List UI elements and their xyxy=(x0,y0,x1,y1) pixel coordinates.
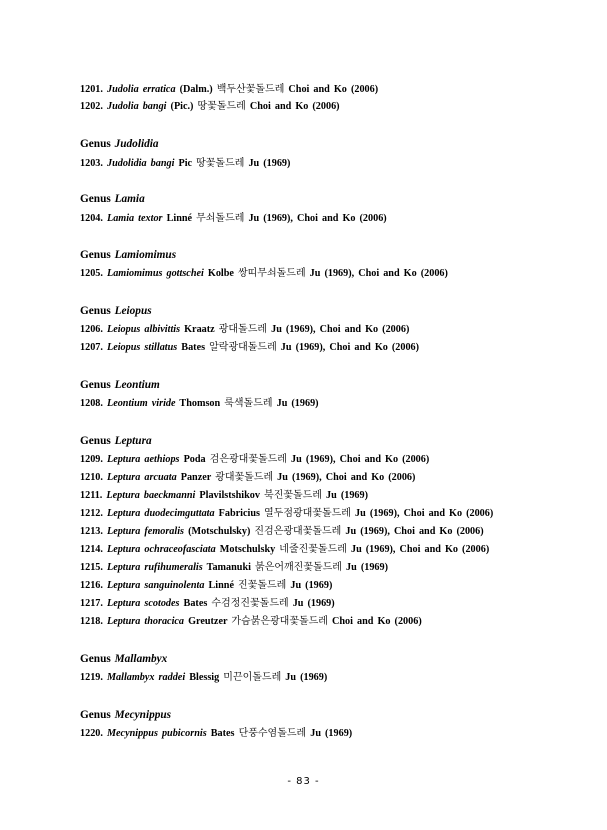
species-entry: 1213. Leptura femoralis (Motschulsky) 진검은광대꽃돌드레 Ju (1969), Choi and Ko (2006) xyxy=(80,526,484,537)
species-entry: 1207. Leiopus stillatus Bates 알락광대돌드레 Ju (1969), Choi and Ko (2006) xyxy=(80,342,420,353)
genus-heading: Genus Leontium xyxy=(80,379,160,391)
species-entry: 1204. Lamia textor Linné 무쇠돌드레 Ju (1969), Choi and Ko (2006) xyxy=(80,213,387,224)
species-entry: 1203. Judolidia bangi Pic 땅꽃돌드레 Ju (1969) xyxy=(80,158,291,169)
species-entry: 1202. Judolia bangi (Pic.) 땅꽃돌드레 Choi and Ko (2006) xyxy=(80,101,340,112)
genus-heading: Genus Mallambyx xyxy=(80,653,168,665)
species-entry: 1215. Leptura rufihumeralis Tamanuki 붉은어깨진꽃돌드레 Ju (1969) xyxy=(80,562,388,573)
species-entry: 1206. Leiopus albivittis Kraatz 광대돌드레 Ju (1969), Choi and Ko (2006) xyxy=(80,324,410,335)
page-number: - 83 - xyxy=(287,776,320,787)
species-entry: 1217. Leptura scotodes Bates 수검정진꽃돌드레 Ju (1969) xyxy=(80,598,335,609)
species-entry: 1205. Lamiomimus gottschei Kolbe 쌍띠무쇠돌드레 Ju (1969), Choi and Ko (2006) xyxy=(80,268,448,279)
species-entry: 1216. Leptura sanguinolenta Linné 진꽃돌드레 Ju (1969) xyxy=(80,580,333,591)
species-entry: 1208. Leontium viride Thomson 룩색돌드레 Ju (1969) xyxy=(80,398,319,409)
species-entry: 1209. Leptura aethiops Poda 검은광대꽃돌드레 Ju (1969), Choi and Ko (2006) xyxy=(80,454,430,465)
species-entry: 1219. Mallambyx raddei Blessig 미끈이돌드레 Ju (1969) xyxy=(80,672,328,683)
genus-heading: Genus Judolidia xyxy=(80,138,159,150)
genus-heading: Genus Leiopus xyxy=(80,305,152,317)
species-entry: 1218. Leptura thoracica Greutzer 가슴붉은광대꽃돌드레 Choi and Ko (2006) xyxy=(80,616,422,627)
species-entry: 1210. Leptura arcuata Panzer 광대꽃돌드레 Ju (1969), Choi and Ko (2006) xyxy=(80,472,416,483)
species-entry: 1220. Mecynippus pubicornis Bates 단풍수염돌드레 Ju (1969) xyxy=(80,728,353,739)
genus-heading: Genus Lamia xyxy=(80,193,145,205)
genus-heading: Genus Leptura xyxy=(80,435,152,447)
species-entry: 1211. Leptura baeckmanni Plavilstshikov 북진꽃돌드레 Ju (1969) xyxy=(80,490,369,501)
species-entry: 1214. Leptura ochraceofasciata Motschulsky 네줄진꽃돌드레 Ju (1969), Choi and Ko (2006) xyxy=(80,544,490,555)
species-entry: 1201. Judolia erratica (Dalm.) 백두산꽃돌드레 Choi and Ko (2006) xyxy=(80,84,379,95)
genus-heading: Genus Mecynippus xyxy=(80,709,172,721)
species-entry: 1212. Leptura duodecimguttata Fabricius 열두점광대꽃돌드레 Ju (1969), Choi and Ko (2006) xyxy=(80,508,494,519)
genus-heading: Genus Lamiomimus xyxy=(80,249,177,261)
